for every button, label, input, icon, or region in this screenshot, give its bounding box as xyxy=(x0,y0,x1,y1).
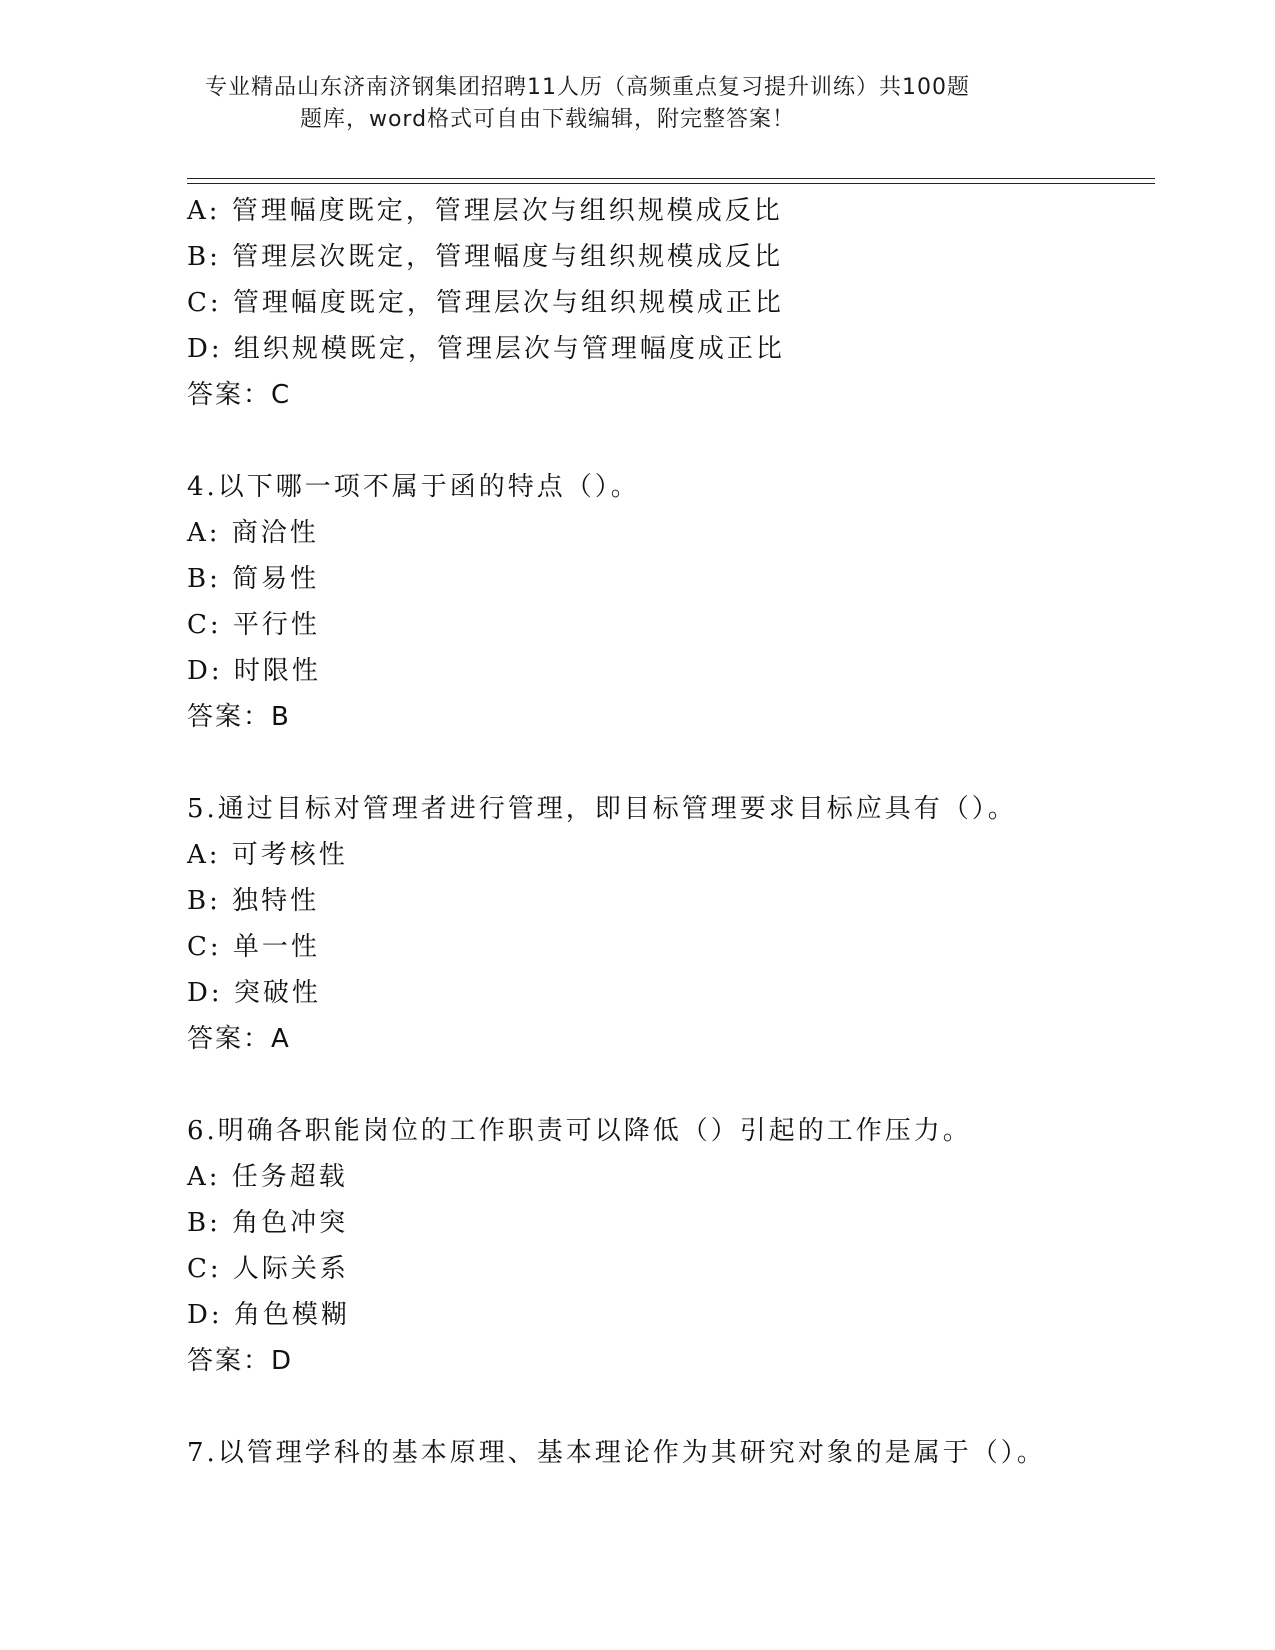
question-list xyxy=(187,188,1147,1476)
question-text: 5.通过目标对管理者进行管理，即目标管理要求目标应具有（）。 xyxy=(187,794,1017,824)
answer: 答案：A xyxy=(187,1024,291,1054)
spacer xyxy=(187,1384,1147,1430)
option-b: B: 角色冲突 xyxy=(187,1208,349,1238)
question-3 xyxy=(187,188,1147,418)
option-c: C: 管理幅度既定，管理层次与组织规模成正比 xyxy=(187,288,784,318)
option-a: A: 可考核性 xyxy=(187,840,348,870)
question-text: 6.明确各职能岗位的工作职责可以降低（）引起的工作压力。 xyxy=(187,1116,972,1146)
header-divider-top xyxy=(187,178,1155,179)
spacer xyxy=(187,740,1147,786)
question-4 xyxy=(187,464,1147,740)
spacer xyxy=(187,1062,1147,1108)
spacer xyxy=(187,418,1147,464)
option-c: C: 单一性 xyxy=(187,932,320,962)
question-text: 4.以下哪一项不属于函的特点（）。 xyxy=(187,472,640,502)
header-divider-bottom xyxy=(187,183,1155,184)
answer: 答案：C xyxy=(187,380,292,410)
header-line-1: 专业精品山东济南济钢集团招聘11人历（高频重点复习提升训练）共100题 xyxy=(205,75,970,100)
question-7 xyxy=(187,1430,1147,1476)
document-header xyxy=(0,72,1275,136)
option-a: A: 管理幅度既定，管理层次与组织规模成反比 xyxy=(187,196,783,226)
option-d: D: 突破性 xyxy=(187,978,321,1008)
option-c: C: 人际关系 xyxy=(187,1254,349,1284)
option-d: D: 角色模糊 xyxy=(187,1300,350,1330)
option-d: D: 组织规模既定，管理层次与管理幅度成正比 xyxy=(187,334,785,364)
question-6 xyxy=(187,1108,1147,1384)
option-d: D: 时限性 xyxy=(187,656,321,686)
option-b: B: 独特性 xyxy=(187,886,320,916)
question-5 xyxy=(187,786,1147,1062)
header-line-2: 题库，word格式可自由下载编辑，附完整答案！ xyxy=(299,107,796,132)
option-a: A: 任务超载 xyxy=(187,1162,348,1192)
option-a: A: 商洽性 xyxy=(187,518,319,548)
answer: 答案：D xyxy=(187,1346,294,1376)
question-text: 7.以管理学科的基本原理、基本理论作为其研究对象的是属于（）。 xyxy=(187,1438,1046,1468)
option-b: B: 管理层次既定，管理幅度与组织规模成反比 xyxy=(187,242,784,272)
answer: 答案：B xyxy=(187,702,291,732)
option-c: C: 平行性 xyxy=(187,610,320,640)
option-b: B: 简易性 xyxy=(187,564,320,594)
